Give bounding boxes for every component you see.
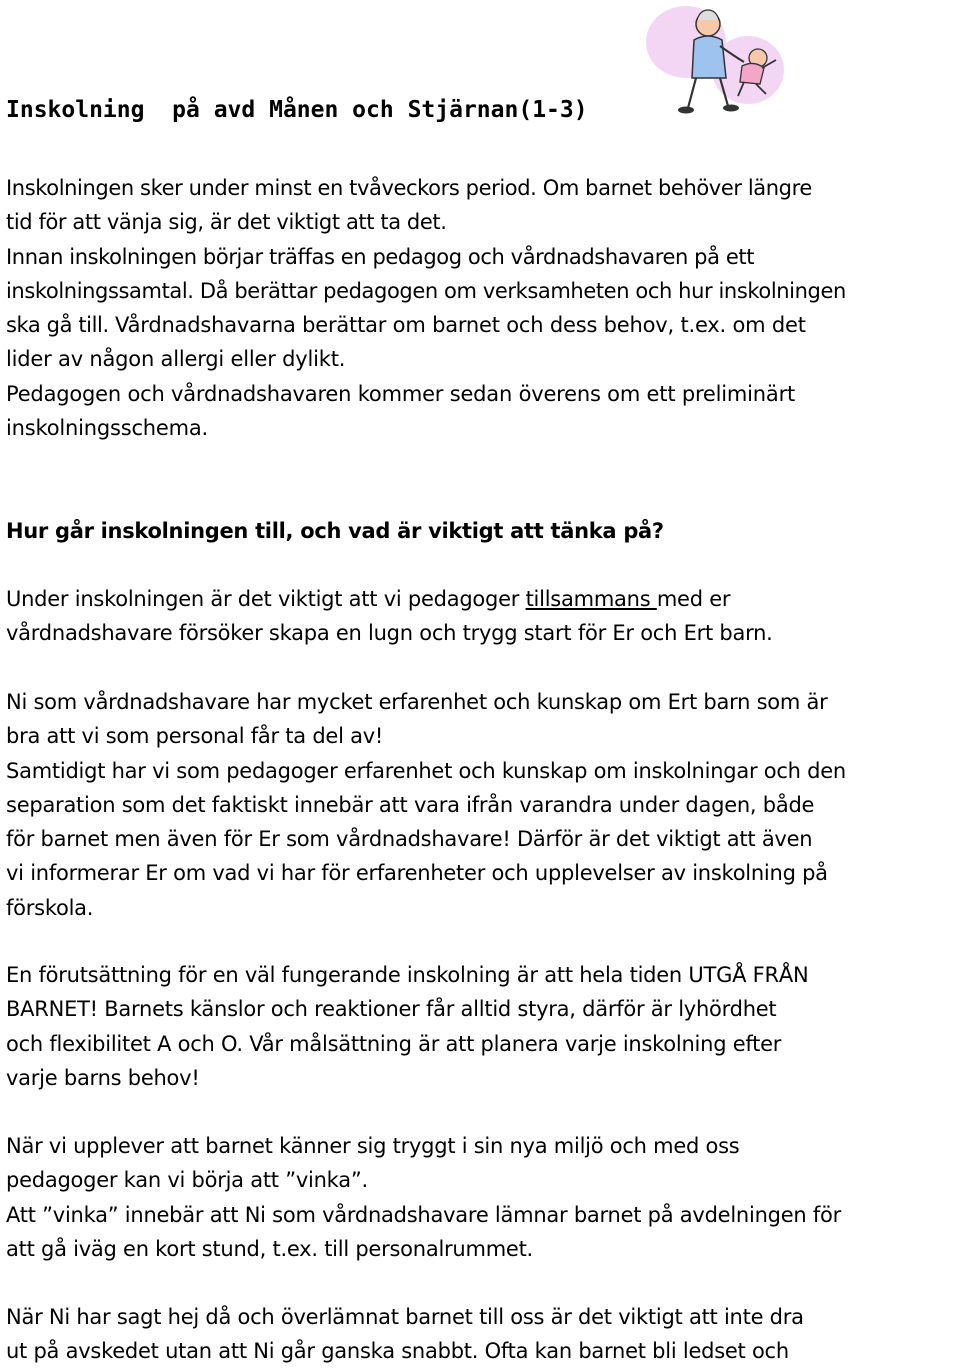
intro-line [6, 308, 960, 342]
intro-line: Pedagogen och vårdnadshavaren kommer sedan överens om ett preliminärt [6, 381, 796, 406]
intro-paragraph [6, 171, 960, 445]
text-segment: Under inskolningen är det viktigt att vi pedagoger [6, 587, 526, 611]
paragraph-line: Samtidigt har vi som pedagoger erfarenhet och kunskap om inskolningar och den [6, 758, 846, 783]
paragraph-line: att gå iväg en kort stund, t.ex. till personalrummet. [6, 1236, 533, 1261]
intro-line-part: ska gå till. [6, 313, 116, 338]
paragraph-line: vi informerar Er om vad vi har för erfarenheter och upplevelser av inskolning på [6, 861, 828, 886]
intro-line-part: Vårdnadshavarna berättar om barnet och dess behov, t.ex. om det [115, 313, 806, 338]
paragraph-waving [6, 1129, 960, 1266]
intro-line: Innan inskolningen börjar träffas en pedagog och vårdnadshavaren på ett [6, 244, 755, 269]
text-segment: med er [656, 587, 731, 611]
paragraph-line: BARNET! Barnets känslor och reaktioner får alltid styra, därför är lyhördhet [6, 997, 777, 1022]
paragraph-prerequisite [6, 958, 960, 1095]
intro-line: tid för att vänja sig, är det viktigt att ta det. [6, 210, 447, 235]
paragraph-line: bra att vi som personal får ta del av! [6, 724, 384, 749]
intro-line: lider av någon allergi eller dylikt. [6, 347, 346, 372]
paragraph-line: En förutsättning för en väl fungerande inskolning är att hela tiden UTGÅ FRÅN [6, 963, 809, 987]
section-heading: Hur går inskolningen till, och vad är viktigt att tänka på? [6, 519, 664, 543]
paragraph-line: varje barns behov! [6, 1065, 200, 1090]
underlined-word: tillsammans [525, 587, 657, 611]
paragraph-experience [6, 685, 960, 925]
paragraph-line: separation som det faktiskt innebär att vara ifrån varandra under dagen, både [6, 792, 815, 817]
paragraph-line: När Ni har sagt hej då och överlämnat barnet till oss är det viktigt att inte dra [6, 1305, 804, 1329]
intro-line: inskolningsschema. [6, 416, 209, 441]
paragraph-line: förskola. [6, 895, 94, 920]
paragraph-line: pedagoger kan vi börja att ”vinka”. [6, 1168, 368, 1193]
paragraph-together [6, 582, 960, 651]
paragraph-line [6, 582, 960, 616]
clipart-illustration [636, 0, 786, 120]
paragraph-line: När vi upplever att barnet känner sig tryggt i sin nya miljö och med oss [6, 1134, 740, 1158]
paragraph-goodbye [6, 1300, 960, 1369]
paragraph-line: för barnet men även för Er som vårdnadshavare! Därför är det viktigt att även [6, 827, 813, 852]
paragraph-line: Ni som vårdnadshavare har mycket erfarenhet och kunskap om Ert barn som är [6, 690, 828, 714]
paragraph-line: vårdnadshavare försöker skapa en lugn och trygg start för Er och Ert barn. [6, 621, 773, 646]
page-title: Inskolning på avd Månen och Stjärnan(1-3) [6, 97, 588, 123]
intro-line: inskolningssamtal. Då berättar pedagogen om verksamheten och hur inskolningen [6, 278, 846, 303]
paragraph-line: Att ”vinka” innebär att Ni som vårdnadshavare lämnar barnet på avdelningen för [6, 1202, 841, 1227]
paragraph-line: och flexibilitet A och O. Vår målsättning är att planera varje inskolning efter [6, 1031, 782, 1056]
paragraph-line: ut på avskedet utan att Ni går ganska snabbt. Ofta kan barnet bli ledset och [6, 1339, 789, 1364]
adult-helping-child-walk-icon [636, 0, 786, 120]
intro-line: Inskolningen sker under minst en tvåveckors period. Om barnet behöver längre [6, 176, 812, 200]
